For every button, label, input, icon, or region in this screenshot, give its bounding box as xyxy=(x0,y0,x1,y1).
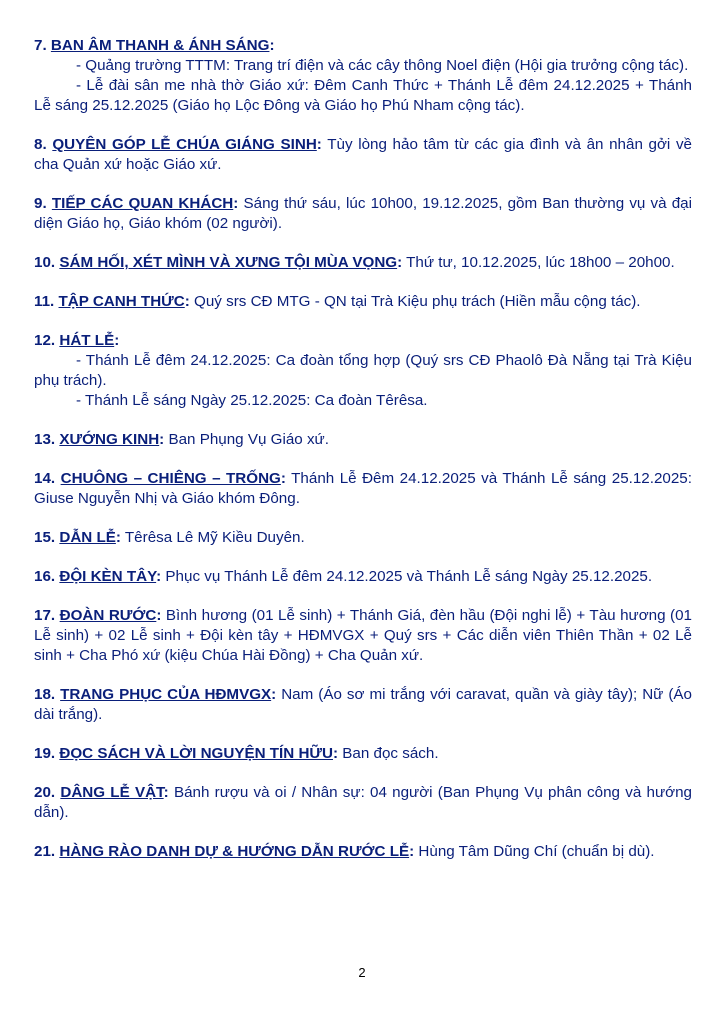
section-title: SÁM HỐI, XÉT MÌNH VÀ XƯNG TỘI MÙA VỌNG xyxy=(59,254,398,271)
section-title: BAN ÂM THANH & ÁNH SÁNG xyxy=(50,37,270,54)
section-11: 11. TẬP CANH THỨC: Quý srs CĐ MTG - QN tại Trà Kiệu phụ trách (Hiền mẫu cộng tác). xyxy=(34,293,641,310)
section-19: 19. ĐỌC SÁCH VÀ LỜI NGUYỆN TÍN HỮU: Ban đọc sách. xyxy=(34,745,439,762)
section-title: TRANG PHỤC CỦA HĐMVGX xyxy=(60,686,272,703)
document-page xyxy=(34,36,692,881)
section-text: Thánh Lễ Đêm 24.12.2025 và Thánh Lễ sáng 25.12.2025: Giuse Nguyễn Nhị và Giáo khóm Đông. xyxy=(34,470,692,507)
section-text: Nam (Áo sơ mi trắng với caravat, quần và giày tây); Nữ (Áo dài trắng). xyxy=(34,686,692,723)
section-text: Bánh rượu và oi / Nhân sự: 04 người (Ban Phụng Vụ phân công và hướng dẫn). xyxy=(34,784,692,821)
section-text: Têrêsa Lê Mỹ Kiều Duyên. xyxy=(124,529,305,546)
section-number: 18. xyxy=(34,686,56,703)
section-subitem: - Lễ đài sân me nhà thờ Giáo xứ: Đêm Canh Thức + Thánh Lễ đêm 24.12.2025 + Thánh Lễ sáng 25.12.2025 (Giáo họ Lộc Đông và Giáo họ Phú Nham cộng tác). xyxy=(34,77,692,114)
section-title: ĐỘI KÈN TÂY xyxy=(59,568,157,585)
section-title: DẪN LỄ xyxy=(59,529,116,546)
section-number: 11. xyxy=(34,293,55,310)
section-number: 19. xyxy=(34,745,56,762)
section-12: 12. HÁT LỄ: - Thánh Lễ đêm 24.12.2025: Ca đoàn tổng hợp (Quý srs CĐ Phaolô Đà Nẵng tại Trà Kiệu phụ trách). - Thánh Lễ sáng Ngày 25.12.2025: Ca đoàn Têrêsa. xyxy=(34,332,692,409)
section-title: TIẾP CÁC QUAN KHÁCH xyxy=(51,195,234,212)
section-text: Hùng Tâm Dũng Chí (chuẩn bị dù). xyxy=(418,843,655,860)
section-number: 14. xyxy=(34,470,56,487)
section-text: Sáng thứ sáu, lúc 10h00, 19.12.2025, gồm Ban thường vụ và đại diện Giáo họ, Giáo khóm (02 người). xyxy=(34,195,692,232)
section-16: 16. ĐỘI KÈN TÂY: Phục vụ Thánh Lễ đêm 24.12.2025 và Thánh Lễ sáng Ngày 25.12.2025. xyxy=(34,568,653,585)
section-title: QUYÊN GÓP LỄ CHÚA GIÁNG SINH xyxy=(52,136,317,153)
section-title: TẬP CANH THỨC xyxy=(58,293,185,310)
section-number: 9. xyxy=(34,195,47,212)
section-9: 9. TIẾP CÁC QUAN KHÁCH: Sáng thứ sáu, lúc 10h00, 19.12.2025, gồm Ban thường vụ và đại diện Giáo họ, Giáo khóm (02 người). xyxy=(34,195,692,232)
page-number: 2 xyxy=(358,965,366,980)
section-number: 12. xyxy=(34,332,56,349)
section-title: ĐỌC SÁCH VÀ LỜI NGUYỆN TÍN HỮU xyxy=(59,745,333,762)
section-7: 7. BAN ÂM THANH & ÁNH SÁNG: - Quảng trường TTTM: Trang trí điện và các cây thông Noel điện (Hội gia trưởng cộng tác). - Lễ đài sân me nhà thờ Giáo xứ: Đêm Canh Thức + Thánh Lễ đêm 24.12.2025 + Thánh Lễ sáng 25.12.2025 (Giáo họ Lộc Đông và Giáo họ Phú Nham cộng tác). xyxy=(34,37,692,114)
section-number: 10. xyxy=(34,254,56,271)
section-text: Quý srs CĐ MTG - QN tại Trà Kiệu phụ trách (Hiền mẫu cộng tác). xyxy=(194,293,641,310)
section-17: 17. ĐOÀN RƯỚC: Bình hương (01 Lễ sinh) + Thánh Giá, đèn hầu (Đội nghi lễ) + Tàu hương (01 Lễ sinh) + 02 Lễ sinh + Đội kèn tây + HĐMVGX + Quý srs + Các diễn viên Thiên Thần + 02 Lễ sinh + Cha Phó xứ (kiệu Chúa Hài Đồng) + Cha Quản xứ. xyxy=(34,607,692,664)
section-text: Ban Phụng Vụ Giáo xứ. xyxy=(168,431,329,448)
section-13: 13. XƯỚNG KINH: Ban Phụng Vụ Giáo xứ. xyxy=(34,431,329,448)
section-number: 21. xyxy=(34,843,56,860)
section-number: 8. xyxy=(34,136,47,153)
section-10: 10. SÁM HỐI, XÉT MÌNH VÀ XƯNG TỘI MÙA VỌNG: Thứ tư, 10.12.2025, lúc 18h00 – 20h00. xyxy=(34,254,675,271)
section-title: XƯỚNG KINH xyxy=(59,431,160,448)
section-title: CHUÔNG – CHIÊNG – TRỐNG xyxy=(60,470,281,487)
section-number: 7. xyxy=(34,37,47,54)
section-text: Phục vụ Thánh Lễ đêm 24.12.2025 và Thánh Lễ sáng Ngày 25.12.2025. xyxy=(165,568,653,585)
section-text: Ban đọc sách. xyxy=(342,745,439,762)
section-subitem: - Quảng trường TTTM: Trang trí điện và các cây thông Noel điện (Hội gia trưởng cộng tác). xyxy=(76,57,689,74)
section-number: 16. xyxy=(34,568,56,585)
section-15: 15. DẪN LỄ: Têrêsa Lê Mỹ Kiều Duyên. xyxy=(34,529,305,546)
section-title: DÂNG LỄ VẬT xyxy=(60,784,164,801)
section-8: 8. QUYÊN GÓP LỄ CHÚA GIÁNG SINH: Tùy lòng hảo tâm từ các gia đình và ân nhân gởi về cha Quản xứ hoặc Giáo xứ. xyxy=(34,136,692,173)
section-title: HÁT LỄ xyxy=(59,332,115,349)
section-title: HÀNG RÀO DANH DỰ & HƯỚNG DẪN RƯỚC LỄ xyxy=(59,843,410,860)
section-18: 18. TRANG PHỤC CỦA HĐMVGX: Nam (Áo sơ mi trắng với caravat, quần và giày tây); Nữ (Áo dài trắng). xyxy=(34,686,692,723)
section-21: 21. HÀNG RÀO DANH DỰ & HƯỚNG DẪN RƯỚC LỄ: Hùng Tâm Dũng Chí (chuẩn bị dù). xyxy=(34,843,655,860)
section-text: Tùy lòng hảo tâm từ các gia đình và ân nhân gởi về cha Quản xứ hoặc Giáo xứ. xyxy=(34,136,692,173)
section-number: 13. xyxy=(34,431,56,448)
section-text: Bình hương (01 Lễ sinh) + Thánh Giá, đèn hầu (Đội nghi lễ) + Tàu hương (01 Lễ sinh) + 02 Lễ sinh + Đội kèn tây + HĐMVGX + Quý srs + Các diễn viên Thiên Thần + 02 Lễ sinh + Cha Phó xứ (kiệu Chúa Hài Đồng) + Cha Quản xứ. xyxy=(34,607,692,664)
section-subitem: - Thánh Lễ đêm 24.12.2025: Ca đoàn tổng hợp (Quý srs CĐ Phaolô Đà Nẵng tại Trà Kiệu phụ trách). xyxy=(34,352,692,389)
section-subitem: - Thánh Lễ sáng Ngày 25.12.2025: Ca đoàn Têrêsa. xyxy=(76,392,428,409)
section-20: 20. DÂNG LỄ VẬT: Bánh rượu và oi / Nhân sự: 04 người (Ban Phụng Vụ phân công và hướng dẫn). xyxy=(34,784,692,821)
section-title: ĐOÀN RƯỚC xyxy=(59,607,157,624)
section-14: 14. CHUÔNG – CHIÊNG – TRỐNG: Thánh Lễ Đêm 24.12.2025 và Thánh Lễ sáng 25.12.2025: Giuse Nguyễn Nhị và Giáo khóm Đông. xyxy=(34,470,692,507)
section-number: 15. xyxy=(34,529,56,546)
section-number: 17. xyxy=(34,607,56,624)
section-text: Thứ tư, 10.12.2025, lúc 18h00 – 20h00. xyxy=(406,254,675,271)
section-number: 20. xyxy=(34,784,56,801)
